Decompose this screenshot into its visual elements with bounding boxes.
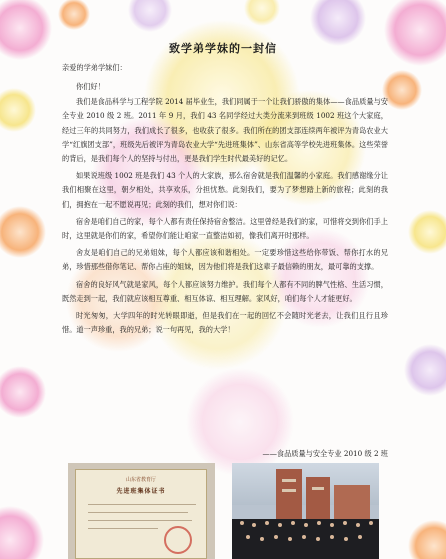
letter-title: 致学弟学妹的一封信 xyxy=(169,42,277,55)
photo-building xyxy=(334,485,370,521)
photo-face xyxy=(358,535,362,539)
photo-face xyxy=(252,523,256,527)
letter-greeting: 你们好！ xyxy=(76,82,105,91)
photo-face xyxy=(265,521,269,525)
photo-face xyxy=(246,535,250,539)
letter-body xyxy=(62,80,388,340)
letter-paragraph-6: 时光匆匆，大学四年的时光转眼即逝，但是我们在一起的回忆不会随时光老去，让我们且行且珍惜。道一声珍重，我的兄弟；说一句再见，我的大学！ xyxy=(62,311,388,335)
photo-face xyxy=(288,537,292,541)
certificate-text-line xyxy=(88,520,192,521)
photo-face xyxy=(291,521,295,525)
photo-face xyxy=(317,521,321,525)
group-graduation-photo xyxy=(232,463,379,559)
photo-face xyxy=(356,523,360,527)
letter-paragraph-1: 我们是食品科学与工程学院 2014 届毕业生，我们同属于一个让我们骄傲的集体——食品质量与安全专业 2010 级 2 班。2011 年 9 月，我们 43 名同学经过大类分流来到班级 1002 班这个大家庭，经过三年的共同努力，我们成长了很多，也收获了很多。我们所在的团支部连续两年被评为青岛农业大学“红旗团支部”，班级先后被评为青岛农业大学“先进班集体”、山东省高等学校先进班集体。这些荣誉的背后，是我们每个人的坚持与付出，更是我们学生时代最美好的记忆。 xyxy=(62,97,388,164)
photo-face xyxy=(274,535,278,539)
photo-face xyxy=(316,537,320,541)
letter-paragraph-5: 宿舍的良好风气就是家风，每个人都应该努力维护。我们每个人都有不同的脾气性格、生活习惯，既然走到一起，我们就应该相互尊重、相互体谅、相互理解。家风好，咱们每个人才能更好。 xyxy=(62,279,388,303)
photo-face xyxy=(302,535,306,539)
photo-face xyxy=(343,521,347,525)
certificate-org: 山东省教育厅 xyxy=(125,477,156,483)
certificate-text-line xyxy=(88,504,196,505)
photo-building xyxy=(276,469,302,521)
certificate-text-line xyxy=(88,512,188,513)
certificate xyxy=(75,469,207,559)
photo-face xyxy=(278,523,282,527)
photo-window xyxy=(312,487,324,490)
certificate-text-line xyxy=(88,528,158,529)
photo-face xyxy=(304,523,308,527)
photo-window xyxy=(282,479,296,482)
photo-building xyxy=(306,477,330,521)
letter-paragraph-2: 如果说班级 1002 班是我们 43 个人的大家族，那么宿舍就是我们温馨的小家庭。我们感谢缘分让我们相聚在这里，朝夕相处，共享欢乐，分担忧愁。此刻我们，要为了梦想踏上新的旅程；此刻的我们，拥抱在一起不愿说再见；此刻的我们，想对你们说： xyxy=(62,171,388,209)
photo-face xyxy=(330,535,334,539)
photo-face xyxy=(240,521,244,525)
certificate-seal xyxy=(164,526,192,554)
photo-window xyxy=(282,489,296,492)
photo-face xyxy=(369,521,373,525)
letter-paragraph-4: 舍友是咱们自己的兄弟姐妹，每个人都应该和谐相处。一定要珍惜这些给你带饭、帮你打水的兄弟，珍惜那些借你笔记、帮你占座的姐妹，因为他们将是我们这辈子最信赖的朋友，最可靠的支撑。 xyxy=(62,248,388,272)
letter-paragraph-3: 宿舍是咱们自己的家，每个人都有责任保持宿舍整洁。这里曾经是我们的家，可惜将交到你们手上时，这里就是你们的家，希望你们能让咱家一直整洁如初，像我们离开时那样。 xyxy=(62,216,388,241)
letter-salutation: 亲爱的学弟学妹们： xyxy=(62,63,127,72)
photo-face xyxy=(330,523,334,527)
certificate-photo xyxy=(68,463,215,559)
photo-face xyxy=(260,537,264,541)
letter-signature: ——食品质量与安全专业 2010 级 2 班 xyxy=(262,449,388,458)
certificate-heading: 先进班集体证书 xyxy=(116,488,166,495)
photo-face xyxy=(344,537,348,541)
